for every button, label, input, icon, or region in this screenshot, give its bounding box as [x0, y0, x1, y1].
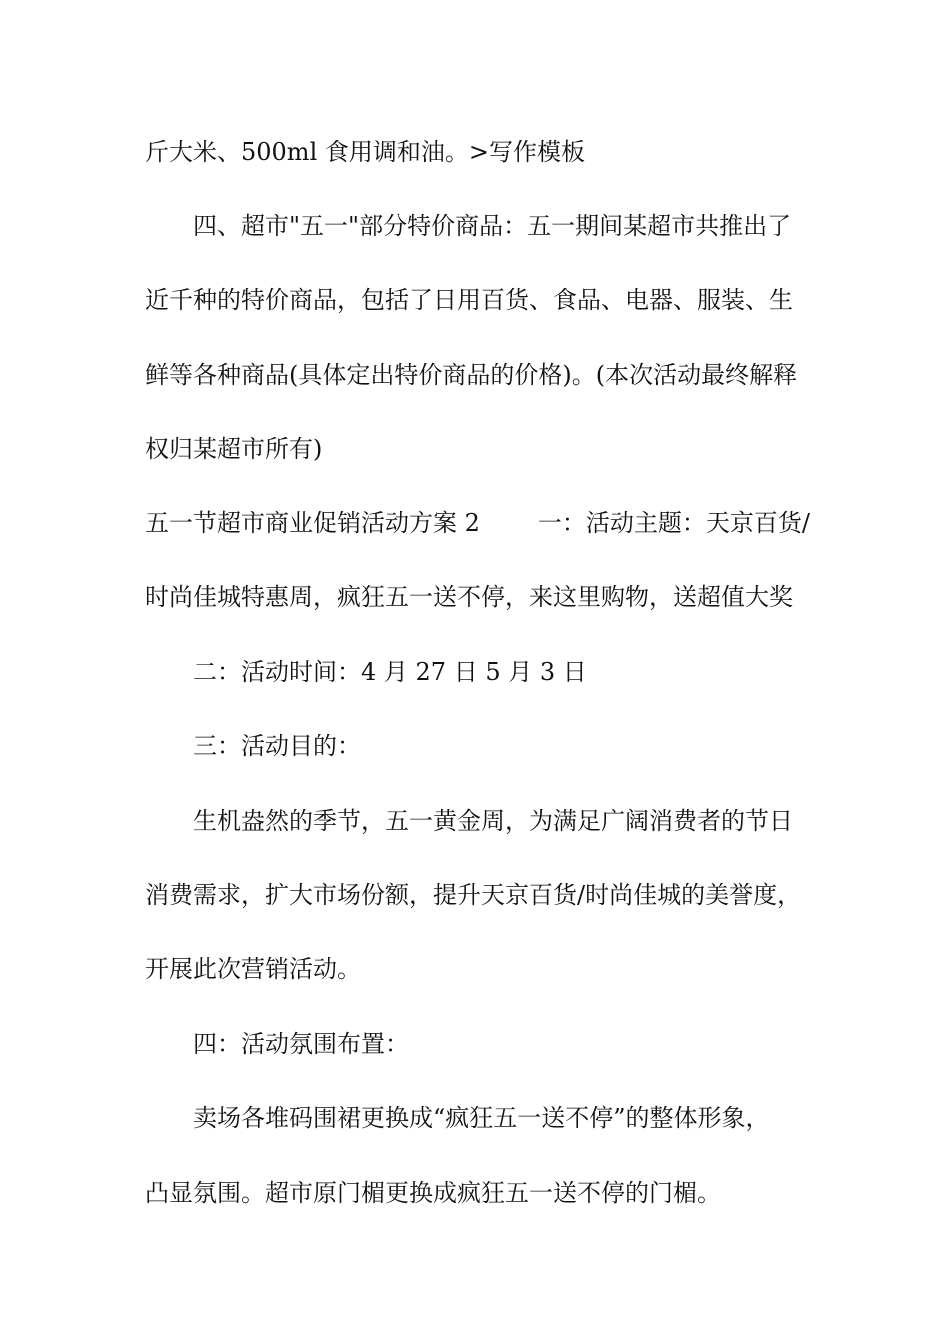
body-line-3: 近千种的特价商品，包括了日用百货、食品、电器、服装、生 [145, 286, 793, 314]
activity-purpose-heading: 三：活动目的： [193, 732, 361, 760]
body-line-12: 开展此次营销活动。 [145, 955, 361, 983]
activity-time-line: 二：活动时间：4 月 27 日 5 月 3 日 [193, 658, 587, 686]
activity-theme-label: 一：活动主题：天京百货/ [537, 509, 810, 537]
body-line-4: 鲜等各种商品(具体定出特价商品的价格)。(本次活动最终解释 [145, 361, 798, 389]
body-line-5: 权归某超市所有) [145, 435, 323, 463]
section-four-heading-line: 四、超市"五一"部分特价商品：五一期间某超市共推出了 [193, 212, 792, 240]
atmosphere-heading: 四：活动氛围布置： [193, 1030, 409, 1058]
body-line-10: 生机盎然的季节，五一黄金周，为满足广阔消费者的节日 [193, 807, 793, 835]
plan-title: 五一节超市商业促销活动方案 2 [145, 509, 480, 537]
body-line-11: 消费需求，扩大市场份额，提升天京百货/时尚佳城的美誉度， [145, 881, 802, 909]
body-line-1: 斤大米、500ml 食用调和油。>写作模板 [145, 138, 585, 166]
body-line-7: 时尚佳城特惠周，疯狂五一送不停，来这里购物，送超值大奖 [145, 583, 793, 611]
plan-title-line [145, 508, 825, 538]
body-line-14: 卖场各堆码围裙更换成“疯狂五一送不停”的整体形象， [193, 1104, 770, 1132]
body-line-15: 凸显氛围。超市原门楣更换成疯狂五一送不停的门楣。 [145, 1179, 721, 1207]
